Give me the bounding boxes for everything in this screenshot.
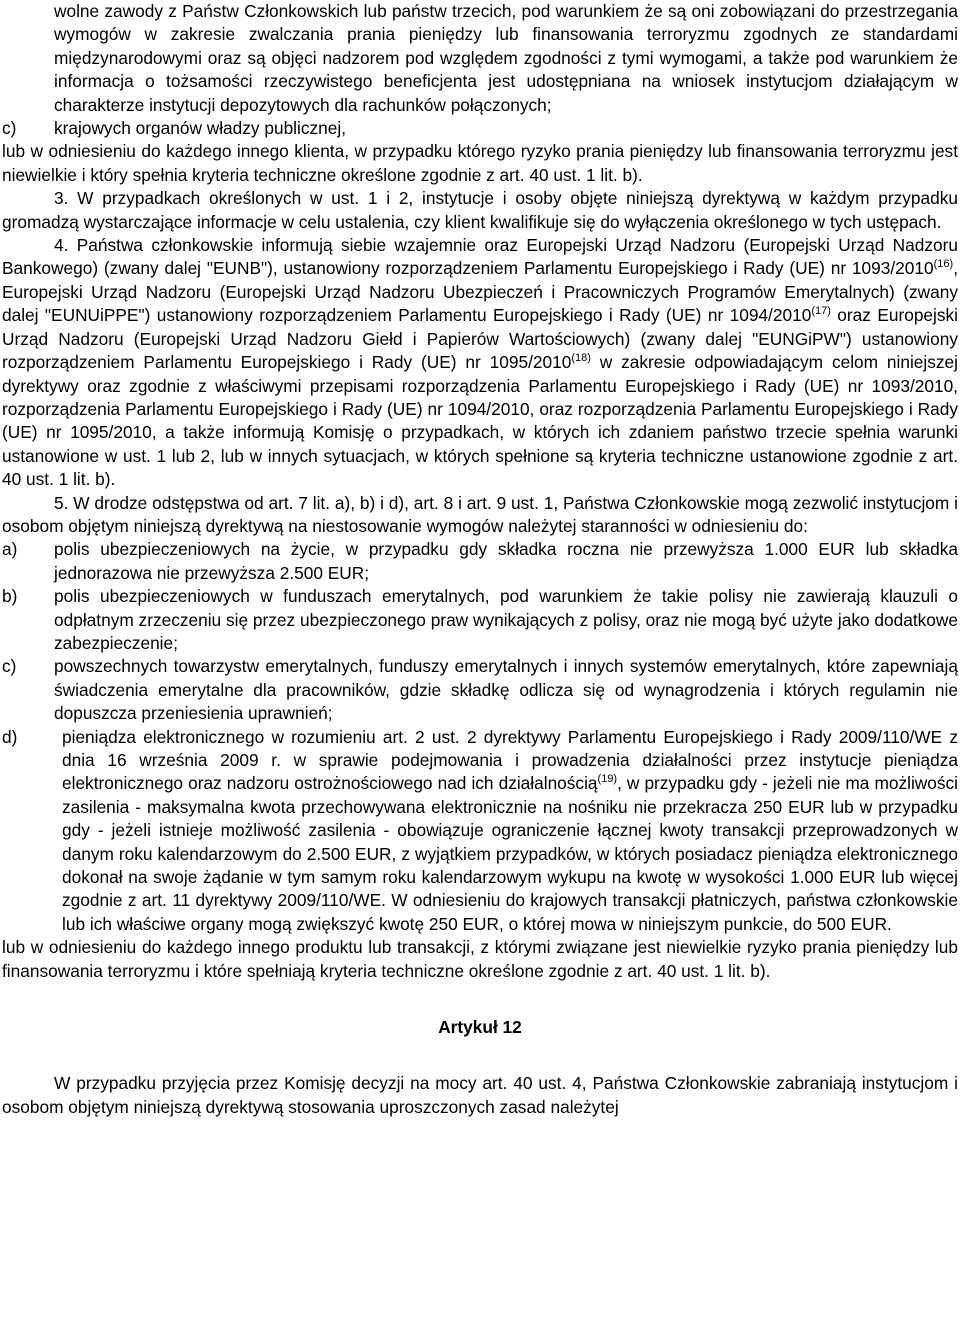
document-body — [2, 0, 958, 1119]
list-item-text: polis ubezpieczeniowych w funduszach emerytalnych, pod warunkiem że takie polisy nie zawierają klauzuli o odpłatnym zrzeczeniu się przez ubezpieczonego praw wynikających z polisy, oraz nie mogą być użyte jako dodatkowe zabezpieczenie; — [54, 586, 958, 653]
list-marker: c) — [2, 118, 17, 139]
paragraph-3: 3. W przypadkach określonych w ust. 1 i 2, instytucje i osoby objęte niniejszą dyrektywą w każdym przypadku gromadzą wystarczające informacje w celu ustalenia, czy klient kwalifikuje się do wyłączenia określonego w tych ustępach. — [2, 188, 958, 232]
list-item-d-text-b: , w przypadku gdy - jeżeli nie ma możliwości zasilenia - maksymalna kwota przechowywana elektronicznie na nośniku nie przekracza 250 EUR lub w przypadku gdy - jeżeli istnieje możliwość zasilenia - obowiązuje ograniczenie łącznej kwoty transakcji przeprowadzonych w danym roku kalendarzowym do 2.500 EUR, z wyjątkiem przypadków, w których posiadacz pieniądza elektronicznego dokonał na swoje żądanie w tym samym roku kalendarzowym wykupu na kwotę w wysokości 1.000 EUR lub więcej zgodnie z art. 11 dyrektywy 2009/110/WE. W odniesieniu do krajowych transakcji płatniczych, państwa członkowskie lub ich właściwe organy mogą zwiększyć kwotę 250 EUR, o której mowa w niniejszym punkcie, do 500 EUR. — [62, 773, 958, 934]
list-item-c-authorities — [2, 117, 958, 140]
footnote-ref-19[interactable]: (19) — [597, 773, 618, 786]
paragraph-4-text-b: , Europejski Urząd Nadzoru (Europejski Urząd Nadzoru Ubezpieczeń i Pracowniczych Programów Emerytalnych) (zwany dalej "EUNUiPPE") ustanowiony rozporządzeniem Parlamentu Europejskiego i Rady (UE) nr 1094/2010 — [2, 258, 958, 326]
paragraph-4-text-a: 4. Państwa członkowskie informują siebie wzajemnie oraz Europejski Urząd Nadzoru (Europejski Urząd Nadzoru Bankowego) (zwany dalej "EUNB"), ustanowiony rozporządzeniem Parlamentu Europejskiego i Rady (UE) nr 1093/2010 — [2, 235, 958, 279]
list-item-text: krajowych organów władzy publicznej, — [54, 118, 347, 139]
paragraph-4 — [2, 234, 958, 491]
list-item-d-text-a: pieniądza elektronicznego w rozumieniu art. 2 ust. 2 dyrektywy Parlamentu Europejskiego i Rady 2009/110/WE z dnia 16 września 2009 r. w sprawie podejmowania i prowadzenia działalności przez instytucje pieniądza elektronicznego oraz nadzoru ostrożnościowego nad ich działalnością — [62, 726, 958, 794]
list-marker: b) — [2, 586, 18, 607]
paragraph-intro: wolne zawody z Państw Członkowskich lub państw trzecich, pod warunkiem że są oni zobowiązani do przestrzegania wymogów w zakresie zwalczania prania pieniędzy lub finansowania terroryzmu zgodnych ze standardami międzynarodowymi oraz są objęci nadzorem pod względem zgodności z tymi wymogami, a także pod warunkiem że informacja o tożsamości rzeczywistego beneficjenta jest udostępniana na wniosek instytucjom działającym w charakterze instytucji depozytowych dla rachunków połączonych; — [54, 1, 958, 115]
footnote-ref-18[interactable]: (18) — [571, 352, 591, 365]
list-item-b — [2, 585, 958, 655]
list-item-text — [62, 726, 958, 937]
article-heading: Artykuł 12 — [438, 1017, 522, 1038]
paragraph-4-text-c: oraz Europejski Urząd Nadzoru (Europejski Urząd Nadzoru Giełd i Papierów Wartościowych) (zwany dalej "EUNGiPW") ustanowiony rozporządzeniem Parlamentu Europejskiego i Rady (UE) nr 1095/2010 — [2, 305, 959, 373]
list-item-a — [2, 538, 958, 585]
paragraph-lub-product: lub w odniesieniu do każdego innego produktu lub transakcji, z którymi związane jest niewielkie ryzyko prania pieniędzy lub finansowania terroryzmu i które spełniają kryteria techniczne określone zgodnie z art. 40 ust. 1 lit. b). — [2, 937, 958, 981]
paragraph-lub-client: lub w odniesieniu do każdego innego klienta, w przypadku którego ryzyko prania pieniędzy lub finansowania terroryzmu jest niewielkie i który spełnia kryteria techniczne określone zgodnie z art. 40 ust. 1 lit. b). — [2, 141, 958, 185]
list-item-text: polis ubezpieczeniowych na życie, w przypadku gdy składka roczna nie przewyższa 1.000 EUR lub składka jednorazowa nie przewyższa 2.500 EUR; — [54, 539, 958, 583]
list-item-c-pensions — [2, 655, 958, 725]
list-marker: d) — [2, 726, 18, 747]
footnote-ref-16[interactable]: (16) — [933, 258, 954, 271]
list-item-d — [2, 726, 958, 937]
list-marker: c) — [2, 656, 17, 677]
paragraph-article-12: W przypadku przyjęcia przez Komisję decyzji na mocy art. 40 ust. 4, Państwa Członkowskie zabraniają instytucjom i osobom objętym niniejszą dyrektywą stosowania uproszczonych zasad należytej — [2, 1073, 958, 1117]
list-marker: a) — [2, 539, 18, 560]
paragraph-4-text-d: w zakresie odpowiadającym celom niniejszej dyrektywy oraz zgodnie z właściwymi przepisami rozporządzenia Parlamentu Europejskiego i Rady (UE) nr 1093/2010, rozporządzenia Parlamentu Europejskiego i Rady (UE) nr 1094/2010, oraz rozporządzenia Parlamentu Europejskiego i Rady (UE) nr 1095/2010, a także informują Komisję o przypadkach, w których ich zdaniem państwo trzecie spełnia warunki ustanowione w ust. 1 lub 2, lub w innych sytuacjach, w których spełnione są kryteria techniczne ustanowione zgodnie z art. 40 ust. 1 lit. b). — [2, 352, 958, 490]
paragraph-5: 5. W drodze odstępstwa od art. 7 lit. a), b) i d), art. 8 i art. 9 ust. 1, Państwa Członkowskie mogą zezwolić instytucjom i osobom objętym niniejszą dyrektywą na niestosowanie wymogów należytej staranności w odniesieniu do: — [2, 492, 958, 536]
footnote-ref-17[interactable]: (17) — [811, 305, 831, 318]
list-item-text: powszechnych towarzystw emerytalnych, funduszy emerytalnych i innych systemów emerytalnych, które zapewniają świadczenia emerytalne dla pracowników, gdzie składkę odlicza się od wynagrodzenia i których regulamin nie dopuszcza przeniesienia uprawnień; — [54, 656, 958, 724]
